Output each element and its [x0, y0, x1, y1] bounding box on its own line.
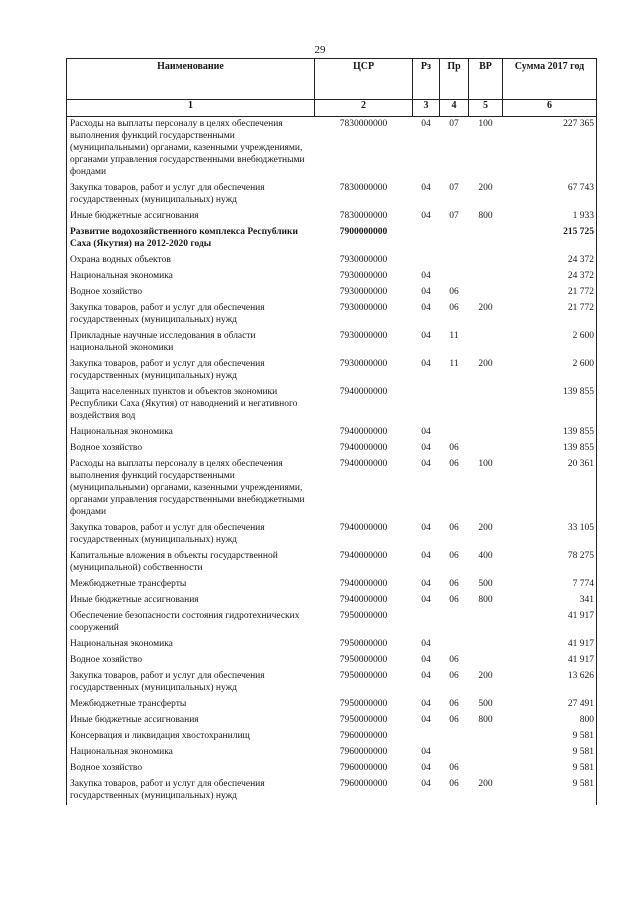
row-rz: 04	[421, 523, 431, 533]
table-row	[67, 713, 597, 729]
row-name: Консервация и ликвидация хвостохранилищ	[67, 729, 315, 745]
table-row	[67, 761, 597, 777]
row-sum: 9 581	[503, 761, 597, 777]
row-vr	[469, 609, 503, 637]
row-rz: 04	[421, 715, 431, 725]
row-vr	[469, 637, 503, 653]
row-csr: 7960000000	[339, 763, 388, 773]
row-rz	[413, 385, 440, 425]
row-name: Охрана водных объектов	[67, 253, 315, 269]
column-number: 1	[67, 100, 315, 117]
row-vr: 800	[478, 715, 493, 725]
row-csr: 7830000000	[339, 183, 388, 193]
row-pr	[440, 385, 469, 425]
row-sum: 27 491	[503, 697, 597, 713]
table-row	[67, 609, 597, 637]
column-number: 3	[413, 100, 440, 117]
row-name: Закупка товаров, работ и услуг для обеспечения государственных (муниципальных) нужд	[67, 357, 315, 385]
row-rz: 04	[421, 639, 431, 649]
row-rz: 04	[421, 779, 431, 789]
row-pr	[440, 729, 469, 745]
row-vr: 200	[478, 671, 493, 681]
row-csr: 7940000000	[339, 595, 388, 605]
header-name: Наименование	[67, 59, 315, 100]
row-sum: 2 600	[503, 329, 597, 357]
row-pr: 06	[449, 523, 459, 533]
row-name: Капитальные вложения в объекты государственной (муниципальной) собственности	[67, 549, 315, 577]
row-sum: 41 917	[503, 637, 597, 653]
row-pr: 07	[449, 183, 459, 193]
column-number: 6	[503, 100, 597, 117]
row-sum: 9 581	[503, 729, 597, 745]
column-number-row	[67, 100, 597, 117]
header-csr: ЦСР	[315, 59, 413, 100]
table-row	[67, 253, 597, 269]
row-pr: 06	[449, 579, 459, 589]
row-csr: 7940000000	[339, 443, 388, 453]
row-rz: 04	[421, 443, 431, 453]
row-name: Водное хозяйство	[67, 653, 315, 669]
row-csr: 7950000000	[339, 699, 388, 709]
row-sum: 800	[503, 713, 597, 729]
row-sum: 227 365	[503, 117, 597, 182]
row-name: Водное хозяйство	[67, 761, 315, 777]
row-csr: 7950000000	[339, 671, 388, 681]
row-pr	[440, 745, 469, 761]
row-pr: 06	[449, 699, 459, 709]
row-name: Закупка товаров, работ и услуг для обеспечения государственных (муниципальных) нужд	[67, 301, 315, 329]
table-row	[67, 697, 597, 713]
row-rz: 04	[421, 763, 431, 773]
row-rz: 04	[421, 595, 431, 605]
row-vr: 400	[478, 551, 493, 561]
row-name: Национальная экономика	[67, 637, 315, 653]
row-sum: 21 772	[503, 285, 597, 301]
row-vr	[469, 253, 503, 269]
row-name: Межбюджетные трансферты	[67, 697, 315, 713]
row-sum: 1 933	[503, 209, 597, 225]
row-vr	[469, 425, 503, 441]
row-name: Межбюджетные трансферты	[67, 577, 315, 593]
row-pr	[440, 637, 469, 653]
row-csr: 7940000000	[339, 427, 388, 437]
row-rz: 04	[421, 119, 431, 129]
row-csr: 7940000000	[339, 523, 388, 533]
row-sum: 9 581	[503, 777, 597, 805]
row-vr	[469, 269, 503, 285]
row-pr: 06	[449, 763, 459, 773]
row-rz: 04	[421, 303, 431, 313]
row-sum: 24 372	[503, 253, 597, 269]
table-header-row	[67, 59, 597, 100]
row-rz: 04	[421, 211, 431, 221]
table-row	[67, 457, 597, 521]
table-row	[67, 577, 597, 593]
row-name: Прикладные научные исследования в области национальной экономики	[67, 329, 315, 357]
row-sum: 67 743	[503, 181, 597, 209]
table-row	[67, 549, 597, 577]
row-rz: 04	[421, 459, 431, 469]
row-name: Иные бюджетные ассигнования	[67, 713, 315, 729]
row-rz: 04	[421, 579, 431, 589]
row-sum: 24 372	[503, 269, 597, 285]
row-vr: 500	[478, 579, 493, 589]
row-csr: 7940000000	[339, 551, 388, 561]
row-vr: 100	[478, 459, 493, 469]
row-csr: 7950000000	[339, 611, 388, 621]
row-csr: 7830000000	[339, 211, 388, 221]
row-csr: 7950000000	[339, 655, 388, 665]
row-rz: 04	[421, 359, 431, 369]
row-name: Расходы на выплаты персоналу в целях обеспечения выполнения функций государственными (муниципальными) органами, казенными учреждениями, органами управления государственными внебюджетными фондами	[67, 457, 315, 521]
row-sum: 341	[503, 593, 597, 609]
row-pr	[440, 269, 469, 285]
row-vr: 800	[478, 595, 493, 605]
row-vr: 200	[478, 359, 493, 369]
row-name: Закупка товаров, работ и услуг для обеспечения государственных (муниципальных) нужд	[67, 521, 315, 549]
header-rz: Рз	[413, 59, 440, 100]
row-pr: 06	[449, 779, 459, 789]
row-csr: 7940000000	[339, 387, 388, 397]
row-sum: 41 917	[503, 609, 597, 637]
row-sum: 9 581	[503, 745, 597, 761]
row-vr	[469, 329, 503, 357]
row-name: Расходы на выплаты персоналу в целях обеспечения выполнения функций государственными (муниципальными) органами, казенными учреждениями, органами управления государственными внебюджетными фондами	[67, 117, 315, 182]
row-name: Закупка товаров, работ и услуг для обеспечения государственных (муниципальных) нужд	[67, 777, 315, 805]
table-row	[67, 285, 597, 301]
row-sum: 139 855	[503, 441, 597, 457]
row-vr: 200	[478, 523, 493, 533]
row-vr: 100	[478, 119, 493, 129]
table-row	[67, 729, 597, 745]
row-csr: 7930000000	[339, 255, 388, 265]
row-pr	[440, 253, 469, 269]
row-csr: 7930000000	[339, 287, 388, 297]
row-rz: 04	[421, 747, 431, 757]
row-name: Обеспечение безопасности состояния гидротехнических сооружений	[67, 609, 315, 637]
header-vr: ВР	[469, 59, 503, 100]
row-rz	[413, 253, 440, 269]
page-number: 29	[314, 44, 326, 56]
row-vr	[469, 385, 503, 425]
row-pr: 06	[449, 715, 459, 725]
row-pr: 06	[449, 443, 459, 453]
row-pr: 06	[449, 595, 459, 605]
row-pr: 06	[449, 287, 459, 297]
row-sum: 139 855	[503, 425, 597, 441]
table-row	[67, 593, 597, 609]
table-row	[67, 441, 597, 457]
row-pr	[440, 225, 469, 253]
row-name: Водное хозяйство	[67, 285, 315, 301]
row-pr	[440, 425, 469, 441]
row-name: Развитие водохозяйственного комплекса Республики Саха (Якутия) на 2012-2020 годы	[67, 225, 315, 253]
row-sum: 2 600	[503, 357, 597, 385]
row-sum: 33 105	[503, 521, 597, 549]
row-sum: 20 361	[503, 457, 597, 521]
row-rz: 04	[421, 671, 431, 681]
row-name: Национальная экономика	[67, 745, 315, 761]
row-rz: 04	[421, 331, 431, 341]
header-pr: Пр	[440, 59, 469, 100]
row-name: Закупка товаров, работ и услуг для обеспечения государственных (муниципальных) нужд	[67, 669, 315, 697]
table-row	[67, 209, 597, 225]
row-vr	[469, 225, 503, 253]
row-name: Защита населенных пунктов и объектов экономики Республики Саха (Якутия) от наводнений и негативного воздействия вод	[67, 385, 315, 425]
row-rz: 04	[421, 183, 431, 193]
row-csr: 7930000000	[339, 331, 388, 341]
row-rz	[413, 609, 440, 637]
header-sum: Сумма 2017 год	[503, 59, 597, 100]
row-sum: 13 626	[503, 669, 597, 697]
row-pr: 06	[449, 303, 459, 313]
row-csr: 7940000000	[339, 579, 388, 589]
row-pr: 06	[449, 671, 459, 681]
row-name: Водное хозяйство	[67, 441, 315, 457]
row-vr: 800	[478, 211, 493, 221]
row-vr: 500	[478, 699, 493, 709]
row-name: Закупка товаров, работ и услуг для обеспечения государственных (муниципальных) нужд	[67, 181, 315, 209]
table-row	[67, 301, 597, 329]
row-csr: 7930000000	[339, 271, 388, 281]
row-vr	[469, 285, 503, 301]
row-name: Иные бюджетные ассигнования	[67, 209, 315, 225]
table-row	[67, 181, 597, 209]
row-csr: 7940000000	[339, 459, 388, 469]
row-csr: 7900000000	[339, 227, 388, 237]
row-pr: 06	[449, 459, 459, 469]
table-row	[67, 637, 597, 653]
table-row	[67, 385, 597, 425]
row-vr: 200	[478, 183, 493, 193]
row-rz	[413, 729, 440, 745]
row-sum: 139 855	[503, 385, 597, 425]
row-csr: 7960000000	[339, 731, 388, 741]
row-rz	[413, 225, 440, 253]
row-csr: 7830000000	[339, 119, 388, 129]
row-csr: 7950000000	[339, 639, 388, 649]
row-rz: 04	[421, 699, 431, 709]
row-sum: 21 772	[503, 301, 597, 329]
row-pr: 07	[449, 211, 459, 221]
row-rz: 04	[421, 271, 431, 281]
row-pr: 11	[449, 359, 459, 369]
row-vr	[469, 761, 503, 777]
table-row	[67, 225, 597, 253]
row-rz: 04	[421, 287, 431, 297]
row-sum: 41 917	[503, 653, 597, 669]
row-csr: 7960000000	[339, 747, 388, 757]
row-rz: 04	[421, 551, 431, 561]
table-row	[67, 269, 597, 285]
table-row	[67, 329, 597, 357]
row-name: Национальная экономика	[67, 425, 315, 441]
row-csr: 7930000000	[339, 359, 388, 369]
row-pr	[440, 609, 469, 637]
row-sum: 215 725	[503, 225, 597, 253]
row-rz: 04	[421, 427, 431, 437]
row-vr	[469, 653, 503, 669]
row-sum: 7 774	[503, 577, 597, 593]
row-csr: 7930000000	[339, 303, 388, 313]
table-row	[67, 669, 597, 697]
row-vr	[469, 745, 503, 761]
row-pr: 07	[449, 119, 459, 129]
row-pr: 11	[449, 331, 459, 341]
row-sum: 78 275	[503, 549, 597, 577]
row-pr: 06	[449, 551, 459, 561]
row-vr: 200	[478, 779, 493, 789]
table-row	[67, 777, 597, 805]
table-row	[67, 653, 597, 669]
table-row	[67, 357, 597, 385]
row-name: Национальная экономика	[67, 269, 315, 285]
row-pr: 06	[449, 655, 459, 665]
budget-table	[66, 58, 597, 805]
table-row	[67, 745, 597, 761]
column-number: 2	[315, 100, 413, 117]
table-body	[67, 117, 597, 806]
column-number: 5	[469, 100, 503, 117]
row-name: Иные бюджетные ассигнования	[67, 593, 315, 609]
table-row	[67, 521, 597, 549]
column-number: 4	[440, 100, 469, 117]
row-csr: 7960000000	[339, 779, 388, 789]
table-row	[67, 117, 597, 182]
table-row	[67, 425, 597, 441]
row-vr	[469, 441, 503, 457]
row-vr	[469, 729, 503, 745]
row-csr: 7950000000	[339, 715, 388, 725]
row-vr: 200	[478, 303, 493, 313]
row-rz: 04	[421, 655, 431, 665]
